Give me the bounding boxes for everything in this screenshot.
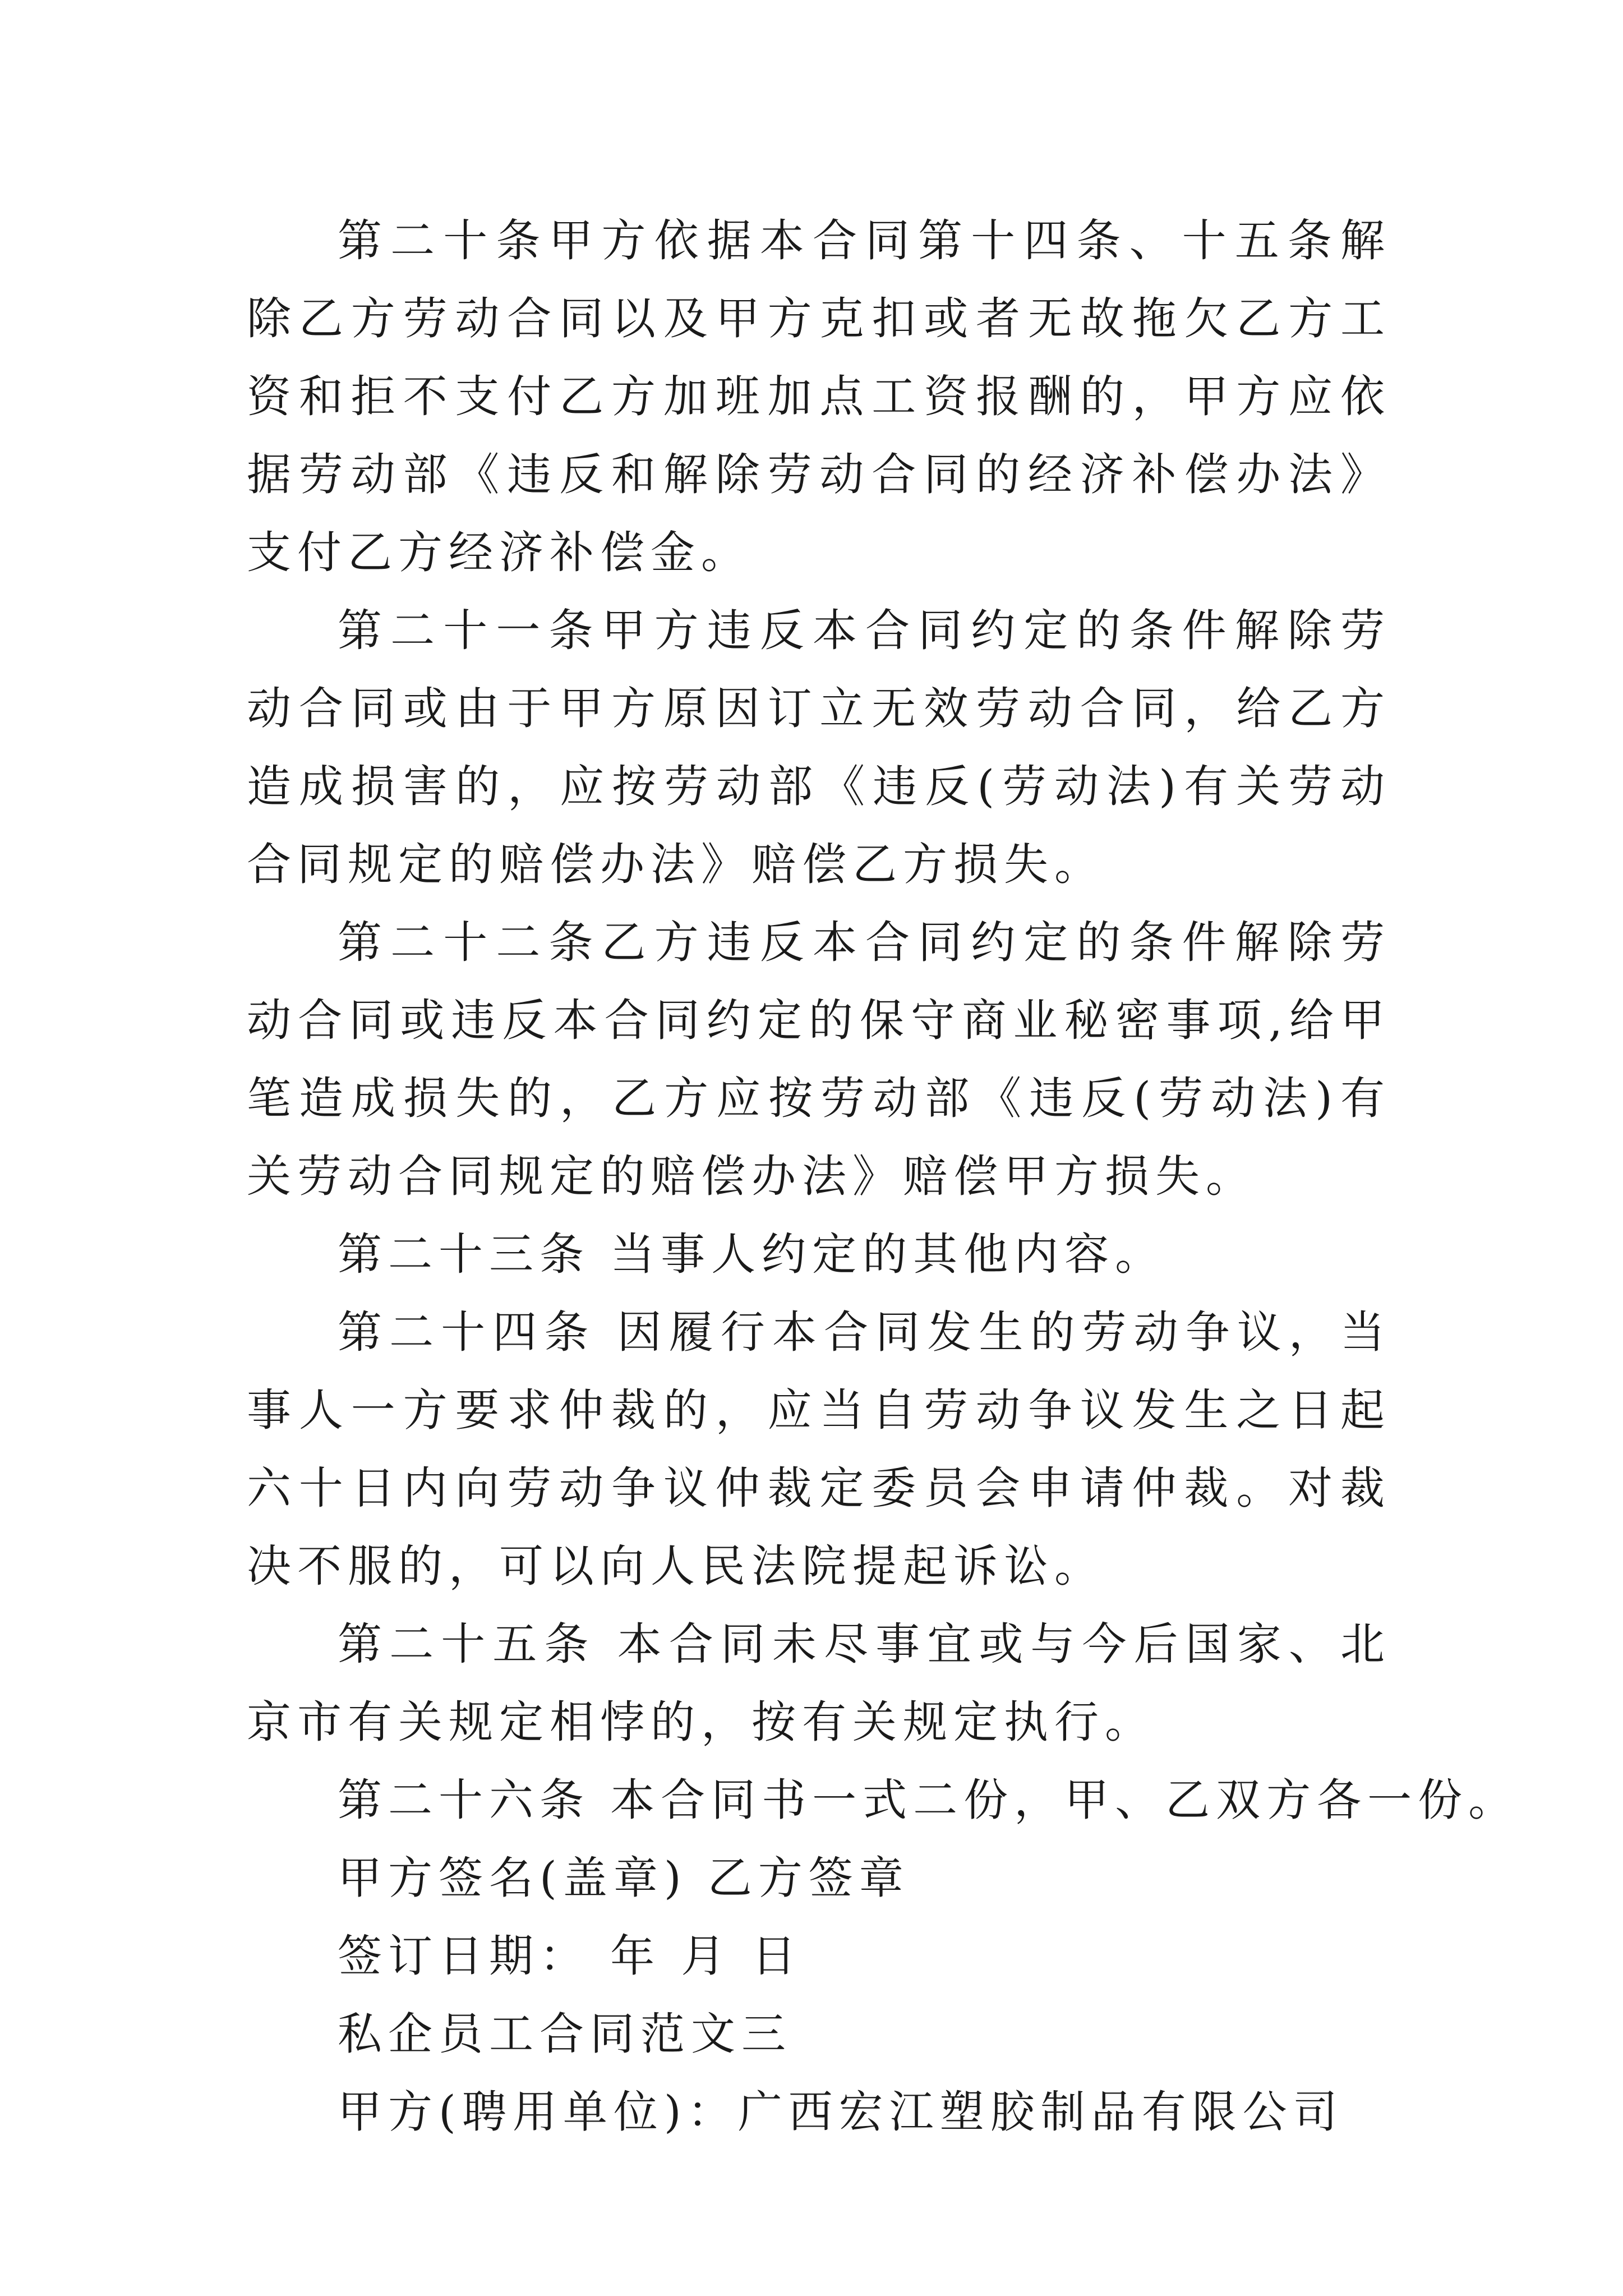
date-line: 签订日期： 年 月 日 (338, 1930, 803, 1982)
clause-23: 第二十三条 当事人约定的其他内容。 (338, 1228, 1166, 1280)
clause-20: 第二十条甲方依据本合同第十四条、十五条解除乙方劳动合同以及甲方克扣或者无故拖欠乙方工资和拒不支付乙方加班加点工资报酬的，甲方应依据劳动部《违反和解除劳动合同的经济补偿办法》支付乙方经济补偿金。 (247, 215, 1391, 578)
document-body (247, 202, 1519, 2151)
clause-24: 第二十四条 因履行本合同发生的劳动争议，当事人一方要求仲裁的，应当自劳动争议发生之日起六十日内向劳动争议仲裁定委员会申请仲裁。对裁决不服的，可以向人民法院提起诉讼。 (247, 1306, 1391, 1592)
section-title: 私企员工合同范文三 (338, 2008, 792, 2060)
signature-line: 甲方签名(盖章) 乙方签章 (338, 1852, 910, 1904)
party-a-line: 甲方(聘用单位)：广西宏江塑胶制品有限公司 (338, 2086, 1344, 2138)
clause-26: 第二十六条 本合同书一式二份，甲、乙双方各一份。 (338, 1774, 1519, 1826)
clause-22: 第二十二条乙方违反本合同约定的条件解除劳动合同或违反本合同约定的保守商业秘密事项,给甲笔造成损失的，乙方应按劳动部《违反(劳动法)有关劳动合同规定的赔偿办法》赔偿甲方损失。 (247, 917, 1391, 1202)
clause-21: 第二十一条甲方违反本合同约定的条件解除劳动合同或由于甲方原因订立无效劳动合同，给乙方造成损害的，应按劳动部《违反(劳动法)有关劳动合同规定的赔偿办法》赔偿乙方损失。 (247, 605, 1391, 890)
clause-25: 第二十五条 本合同未尽事宜或与今后国家、北京市有关规定相悖的，按有关规定执行。 (247, 1618, 1391, 1748)
